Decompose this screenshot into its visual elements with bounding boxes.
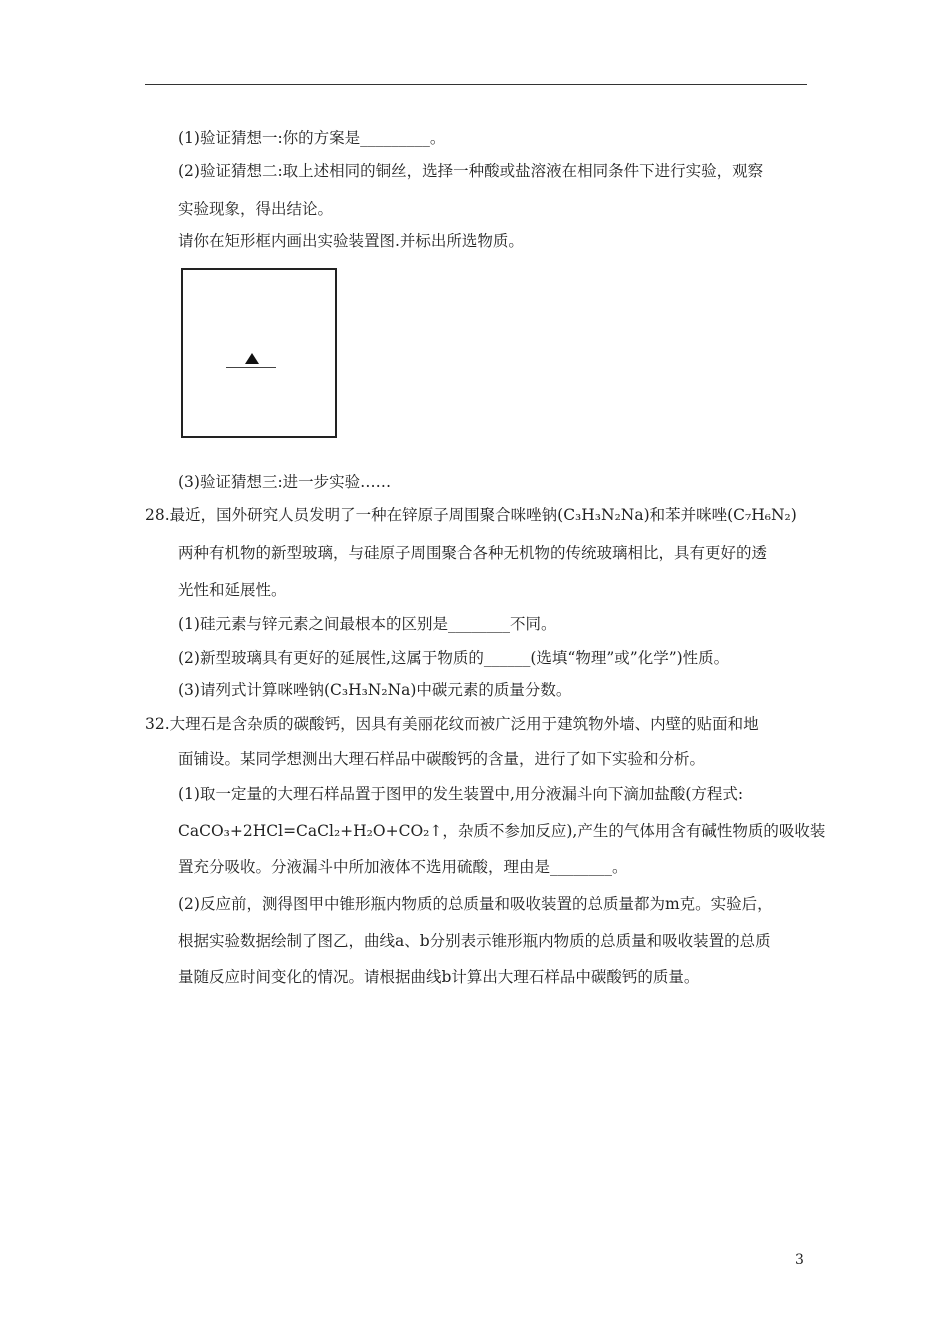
text-line: (1)硅元素与锌元素之间最根本的区别是________不同。 xyxy=(178,615,557,633)
drawing-box xyxy=(181,268,337,438)
text-line: (3)请列式计算咪唑钠(C₃H₃N₂Na)中碳元素的质量分数。 xyxy=(178,681,572,699)
text-line: (1)取一定量的大理石样品置于图甲的发生装置中,用分液漏斗向下滴加盐酸(方程式: xyxy=(178,785,744,803)
text-line: 置充分吸收。分液漏斗中所加液体不选用硫酸，理由是________。 xyxy=(178,858,628,876)
text-line: (2)新型玻璃具有更好的延展性,这属于物质的______(选填“物理”或”化学”)性质。 xyxy=(178,649,730,667)
equation-line: CaCO₃+2HCl=CaCl₂+H₂O+CO₂↑，杂质不参加反应),产生的气体用含有碱性物质的吸收装 xyxy=(178,822,826,840)
text-line: 面铺设。某同学想测出大理石样品中碳酸钙的含量，进行了如下实验和分析。 xyxy=(178,750,706,768)
marker-baseline xyxy=(226,367,276,368)
text-line: (2)验证猜想二:取上述相同的铜丝，选择一种酸或盐溶液在相同条件下进行实验，观察 xyxy=(178,162,764,180)
text-line: 量随反应时间变化的情况。请根据曲线b计算出大理石样品中碳酸钙的质量。 xyxy=(178,968,700,986)
text-line: 实验现象，得出结论。 xyxy=(178,200,334,218)
text-line: 请你在矩形框内画出实验装置图.并标出所选物质。 xyxy=(178,232,524,250)
text-line: (1)验证猜想一:你的方案是_________。 xyxy=(178,129,446,147)
text-line: (2)反应前，测得图甲中锥形瓶内物质的总质量和吸收装置的总质量都为m克。实验后， xyxy=(178,895,773,913)
triangle-marker-icon xyxy=(245,353,259,364)
text-line: 光性和延展性。 xyxy=(178,581,287,599)
page-number: 3 xyxy=(795,1252,804,1268)
question-32-line: 32.大理石是含杂质的碳酸钙，因具有美丽花纹而被广泛用于建筑物外墙、内壁的贴面和地 xyxy=(145,715,759,733)
text-line: 两种有机物的新型玻璃，与硅原子周围聚合各种无机物的传统玻璃相比，具有更好的透 xyxy=(178,544,768,562)
text-line: 根据实验数据绘制了图乙，曲线a、b分别表示锥形瓶内物质的总质量和吸收装置的总质 xyxy=(178,932,771,950)
question-28-line: 28.最近，国外研究人员发明了一种在锌原子周围聚合咪唑钠(C₃H₃N₂Na)和苯并咪唑(C₇H₆N₂) xyxy=(145,506,797,524)
text-line: (3)验证猜想三:进一步实验…… xyxy=(178,473,392,491)
header-rule xyxy=(145,84,807,85)
